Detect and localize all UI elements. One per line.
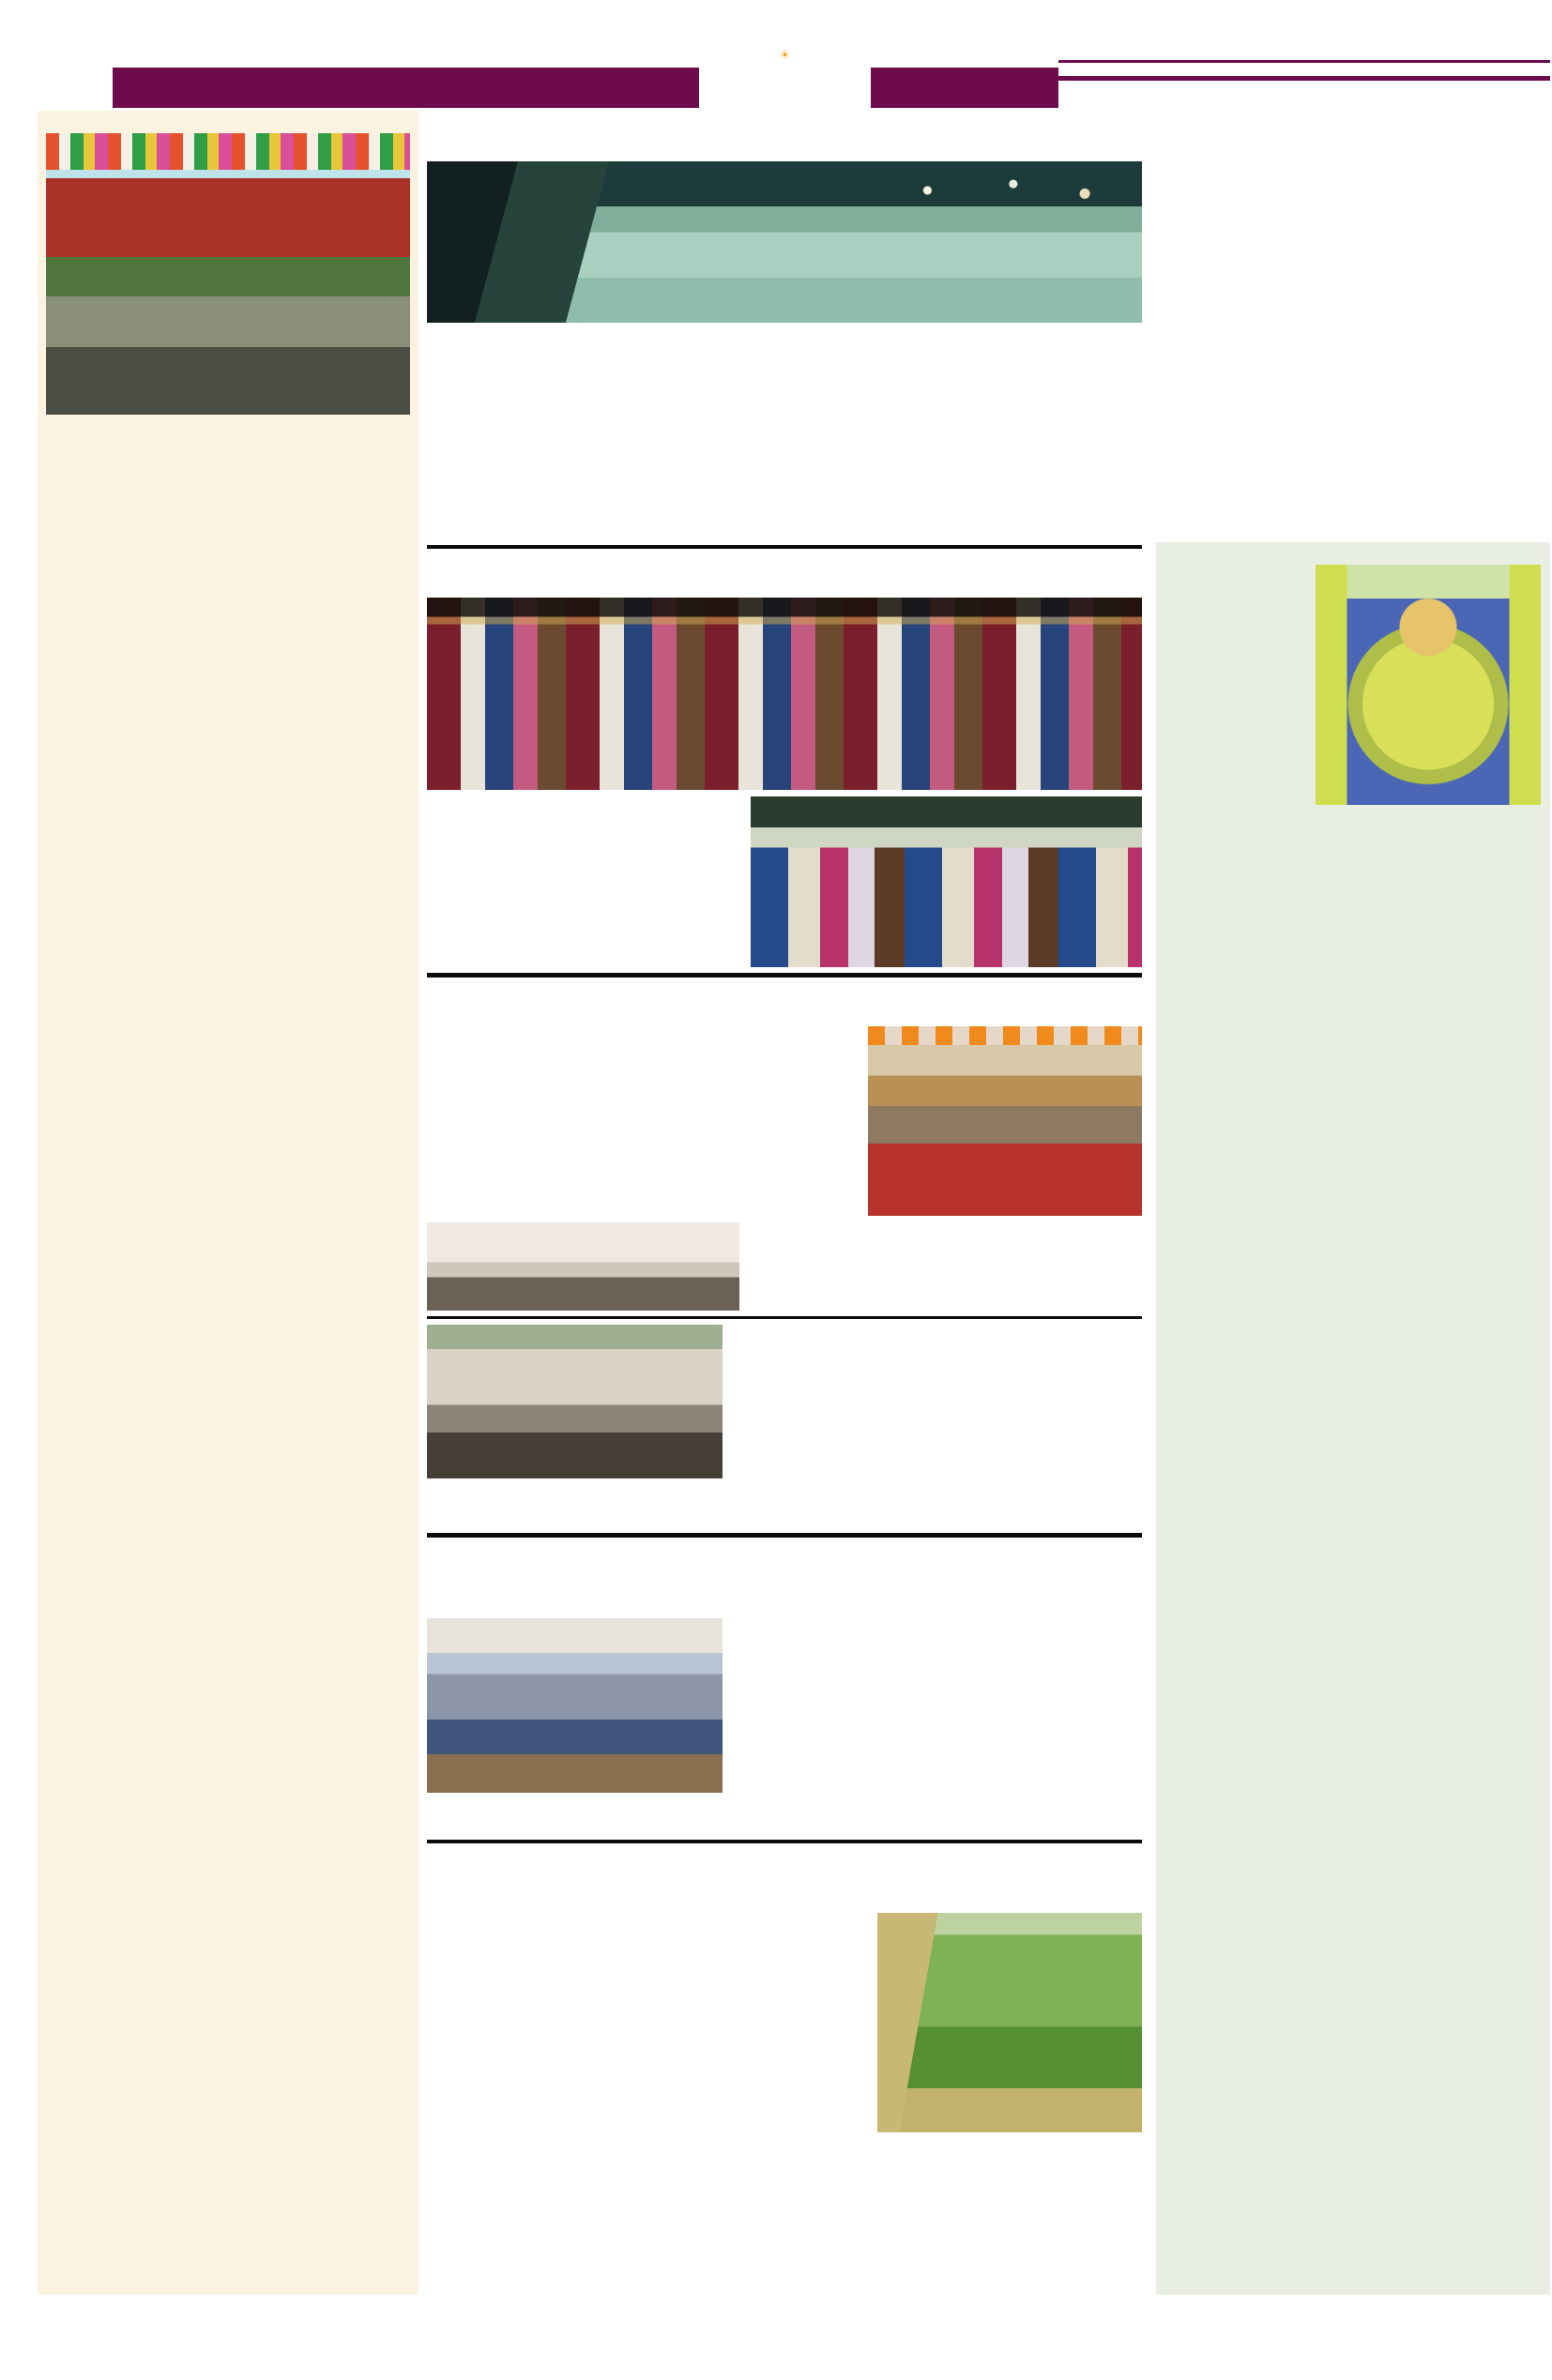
bjp-photo-block (427, 1618, 723, 1834)
section-rule (427, 973, 1142, 978)
school-youth-row (427, 1325, 1142, 1527)
topstory-beach-photo (427, 161, 1142, 323)
bjp-row (427, 1618, 1142, 1834)
sambara-headline (1165, 550, 1541, 565)
middle-column (427, 111, 1142, 2296)
color-registration-strip-top (34, 8, 48, 107)
section-rule (427, 1840, 1142, 1843)
topstory-body (427, 329, 1142, 539)
topstory-right-body (1156, 141, 1550, 452)
goddess-idol-photo (1316, 565, 1541, 805)
bjp-body (736, 1618, 1142, 1834)
masthead-bar-right (871, 68, 1058, 108)
topstory-headline (427, 111, 1142, 161)
section-rule (427, 1533, 1142, 1538)
birthday-crowd-photo (427, 598, 1142, 790)
masthead-logo (699, 49, 871, 111)
vro-award-row-a (427, 1026, 1142, 1216)
crops-photo-block (877, 1913, 1142, 2296)
section-rule (427, 545, 1142, 549)
republic-day-body (46, 420, 410, 728)
topstory-standfirst-block (1156, 131, 1550, 452)
republic-day-photo (46, 133, 410, 415)
school-photo-block (427, 1325, 723, 1527)
bjp-caption (427, 1797, 723, 1831)
bjp-intro (427, 1588, 1142, 1616)
flag-hoist-photo (427, 1222, 739, 1311)
crops-side-body (877, 2138, 1142, 2296)
school-group-photo (427, 1325, 723, 1478)
crops-row (427, 1913, 1142, 2296)
sun-icon: ☀ (779, 49, 791, 63)
santabommali-body (751, 1222, 1142, 1311)
birthday-body (427, 796, 739, 967)
sambara-top-row (1165, 565, 1541, 805)
birthday-group-photo (751, 796, 1142, 967)
progress-body (46, 741, 410, 2184)
masthead-bar-left (113, 68, 699, 108)
school-text-block (736, 1325, 1142, 1527)
bjp-headline (427, 1543, 1142, 1588)
article-sambara (1156, 542, 1550, 2295)
school-caption (427, 1483, 723, 1524)
bjp-visit-photo (427, 1618, 723, 1793)
republic-day-headline (46, 116, 410, 133)
crops-body (427, 1913, 866, 2296)
crops-headline (427, 1849, 1142, 1909)
school-youth-body (736, 1370, 1142, 1527)
farm-field-photo (877, 1913, 1142, 2132)
award-ceremony-photo (868, 1026, 1142, 1216)
vro-award-body (427, 1026, 857, 1216)
sambara-body (1165, 814, 1541, 2236)
vro-award-headline (427, 983, 1142, 1026)
dateline-block (1058, 60, 1550, 81)
section-rule (427, 1316, 1142, 1319)
dateline-rule-bottom (1058, 76, 1550, 81)
birthday-row (427, 796, 1142, 967)
color-calibration-strip (28, 2298, 1526, 2312)
sambara-intro (1165, 565, 1306, 805)
school-youth-headline (736, 1325, 1142, 1366)
birthday-headline (427, 554, 1142, 598)
edition-date (1058, 63, 1550, 76)
article-republic-day (38, 111, 418, 2295)
vro-award-row-b (427, 1222, 1142, 1311)
